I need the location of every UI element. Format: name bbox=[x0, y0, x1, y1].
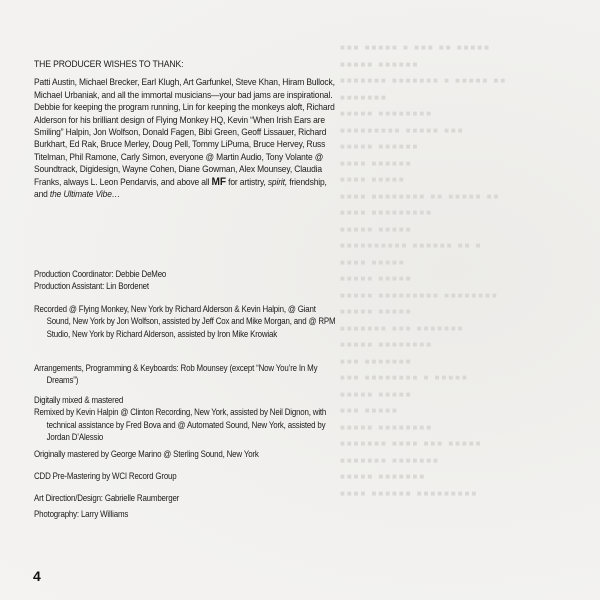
art-direction-credit: Art Direction/Design: Gabrielle Raumberger bbox=[34, 493, 180, 503]
recorded-credit: Recorded @ Flying Monkey, New York by Richard Alderson & Kevin Halpin, @ Giant Sound, New York by Jon Wolfson, assisted by Jeff Cox and Mike Morgan, and @ RPM Studio, New York by Richard Alderson, assisted by Iron Mike Krowiak bbox=[34, 304, 336, 339]
recording-block bbox=[34, 303, 340, 340]
mf-initials: MF bbox=[211, 175, 226, 188]
show-through-texture: ■■■ ■■■■■ ■ ■■■ ■■ ■■■■■ ■■■■■ ■■■■■■ ■■■■■■■ ■■■■■■■ ■ ■■■■■ ■■ ■■■■■■■ ■■■■■ ■■■■■■■■ ■■■■■■■■■ ■■■■■ ■■■ ■■■■■ ■■■■■■ ■■■■ ■■■■■■ ■■■■ ■■■■■ ■■■■ ■■■■■■■■ ■■ ■■■■■ ■■ ■■■■ ■■■■■■■■■ ■■■■■ ■■■■■ ■■■■■■■■■■ ■■■■■■ ■■ ■ ■■■■ ■■■■■ ■■■■■ ■■■■■ ■■■■■ ■■■■■■■■■ ■■■■■■■■ ■■■■■ ■■■■■ ■■■■■■■ ■■■ ■■■■■■■ ■■■■■ ■■■■■■■■ ■■■ ■■■■■■■ ■■■ ■■■■■■■■ ■ ■■■■■ ■■■■■ ■■■■■ ■■■ ■■■■■ ■■■■■ ■■■■■■■■ ■■■■■■■ ■■■■ ■■■ ■■■■■ ■■■■■■■ ■■■■■■■ ■■■■■ ■■■■■■■ ■■■■ ■■■■■■ ■■■■■■■■■ bbox=[340, 43, 508, 498]
design-block bbox=[34, 492, 340, 521]
photography-credit: Photography: Larry Williams bbox=[34, 509, 129, 520]
mix-block bbox=[34, 394, 340, 443]
for-artistry-text: for artistry, bbox=[228, 176, 266, 187]
thanks-text: Patti Austin, Michael Brecker, Earl Klugh, Art Garfunkel, Steve Khan, Hiram Bullock, Michael Urbaniak, and all the immortal musicians—your bad jams are inspirational. Debbie for keeping the program running, Lin for keeping the monkeys aloft, Richard Alderson for his brilliant design of Flying Monkey HQ, Kevin “When Irish Ears are Smiling” Halpin, Jon Wolfson, Donald Fagen, Bibi Green, Geoff Lissauer, Richard Burkhart, Ed Rak, Bruce Merley, Doug Pell, Tommy LiPuma, Bruce Hervey, Russ Titelman, Phil Ramone, Carly Simon, everyone @ Martin Audio, Tony Volante @ Soundtrack, Digidesign, Wayne Cohen, Diane Gowman, Alex Mounsey, Claudia Franks, always L. Leon Pendarvis, and above all bbox=[34, 77, 335, 187]
original-mastering-credit: Originally mastered by George Marino @ Sterling Sound, New York bbox=[34, 449, 259, 459]
production-coordinator: Production Coordinator: Debbie DeMeo bbox=[34, 269, 167, 279]
cdd-premastering-credit: CDD Pre-Mastering by WCI Record Group bbox=[34, 471, 177, 481]
production-assistant: Production Assistant: Lin Bordenet bbox=[34, 281, 149, 292]
spirit-text: spirit, bbox=[267, 176, 288, 187]
digitally-mixed-credit: Digitally mixed & mastered bbox=[34, 395, 124, 405]
page-number: 4 bbox=[33, 568, 41, 584]
thanks-body bbox=[34, 76, 338, 200]
remixed-credit: Remixed by Kevin Halpin @ Clinton Recording, New York, assisted by Neil Dignon, with technical assistance by Fred Bova and @ Automated Sound, New York, assisted by Jordan D’Alessio bbox=[34, 407, 327, 442]
thanks-heading: THE PRODUCER WISHES TO THANK: bbox=[34, 58, 184, 69]
arrangements-block bbox=[34, 362, 340, 387]
thanks-section bbox=[34, 58, 338, 200]
premastering-block bbox=[34, 470, 340, 482]
friendship-text: friendship, and bbox=[34, 176, 327, 200]
arrangements-credit: Arrangements, Programming & Keyboards: Rob Mounsey (except “Now You’re In My Dreams”) bbox=[34, 363, 318, 386]
production-block bbox=[34, 268, 340, 293]
mastering-block bbox=[34, 448, 340, 460]
ultimate-vibe-text: the Ultimate Vibe… bbox=[49, 189, 121, 200]
